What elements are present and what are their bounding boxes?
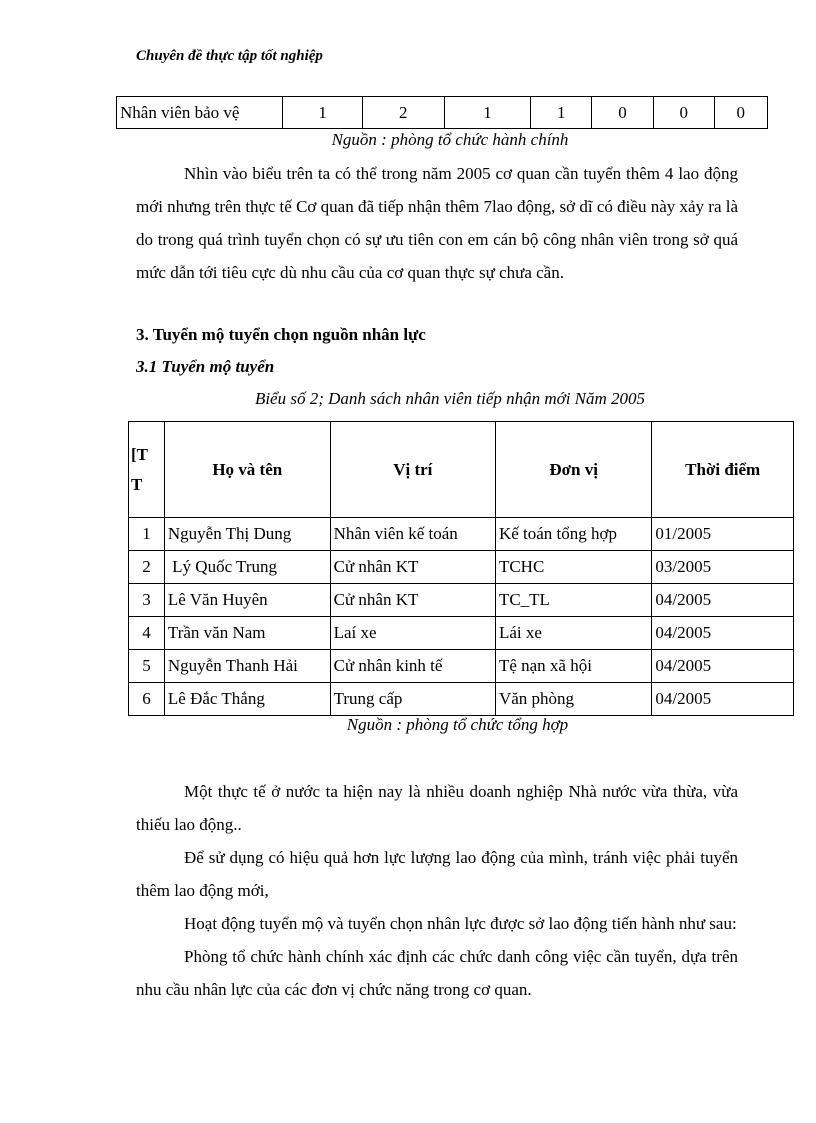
table-cell: 0 [592,97,654,129]
cell-name: Nguyễn Thị Dung [164,518,330,551]
paragraph-1 [136,157,738,289]
cell-name: Lý Quốc Trung [164,551,330,584]
col-header-position: Vị trí [330,422,495,518]
table-cell: 2 [362,97,444,129]
cell-position: Cử nhân kinh tế [330,650,495,683]
table-row [117,97,768,129]
paragraph-text: Phòng tổ chức hành chính xác định các chức danh công việc cần tuyển, dựa trên nhu cầu nhân lực của các đơn vị chức năng trong cơ quan. [136,947,738,999]
cell-unit: Kế toán tổng hợp [495,518,651,551]
cell-stt: 1 [129,518,165,551]
cell-unit: Lái xe [495,617,651,650]
cell-time: 01/2005 [652,518,794,551]
table-cell-label: Nhân viên bảo vệ [117,97,283,129]
section-heading-3: 3. Tuyển mộ tuyển chọn nguồn nhân lực [136,325,426,344]
staff-count-table [116,96,768,129]
cell-stt: 4 [129,617,165,650]
cell-name: Nguyễn Thanh Hải [164,650,330,683]
cell-stt: 2 [129,551,165,584]
table-row [129,551,794,584]
cell-position: Nhân viên kế toán [330,518,495,551]
col-header-stt [129,422,165,518]
paragraph-text: Hoạt động tuyển mộ và tuyển chọn nhân lực được sở lao động tiến hành như sau: [184,914,737,933]
table-row [129,584,794,617]
cell-time: 03/2005 [652,551,794,584]
table-cell: 1 [283,97,363,129]
paragraph-text: Để sử dụng có hiệu quả hơn lực lượng lao động của mình, tránh việc phải tuyển thêm lao động mới, [136,848,738,900]
cell-unit: Tệ nạn xã hội [495,650,651,683]
cell-unit: Văn phòng [495,683,651,716]
table-cell: 0 [653,97,714,129]
cell-position: Cử nhân KT [330,551,495,584]
cell-stt: 5 [129,650,165,683]
table-cell: 1 [531,97,592,129]
source-caption-1: Nguồn : phòng tổ chức hành chính [331,130,569,149]
table-row [129,650,794,683]
table-row [129,683,794,716]
cell-name: Lê Đắc Thắng [164,683,330,716]
paragraph-block-2 [136,775,738,1006]
col-header-unit: Đơn vị [495,422,651,518]
table-row [129,617,794,650]
cell-name: Lê Văn Huyên [164,584,330,617]
cell-position: Trung cấp [330,683,495,716]
cell-time: 04/2005 [652,584,794,617]
table2-caption: Biểu số 2; Danh sách nhân viên tiếp nhận mới Năm 2005 [254,389,646,408]
paragraph-text: Một thực tế ở nước ta hiện nay là nhiều doanh nghiệp Nhà nước vừa thừa, vừa thiếu lao động.. [136,782,738,834]
col-header-stt-a: [T [131,444,148,464]
cell-time: 04/2005 [652,650,794,683]
cell-stt: 6 [129,683,165,716]
cell-time: 04/2005 [652,617,794,650]
page-header-title: Chuyên đề thực tập tốt nghiệp [136,48,323,64]
new-staff-table [128,421,794,716]
cell-position: Laí xe [330,617,495,650]
cell-position: Cử nhân KT [330,584,495,617]
table-header-row [129,422,794,518]
section-heading-3-1: 3.1 Tuyển mộ tuyển [136,357,275,376]
source-caption-2: Nguồn : phòng tổ chức tổng hợp [346,715,569,734]
cell-name: Trần văn Nam [164,617,330,650]
paragraph-text: Nhìn vào biểu trên ta có thể trong năm 2005 cơ quan cần tuyển thêm 4 lao động mới nhưng trên thực tế Cơ quan đã tiếp nhận thêm 7lao động, sở dĩ có điều này xảy ra là do trong quá trình tuyển chọn có sự ưu tiên con em cán bộ công nhân viên trong sở quá mức dẫn tới tiêu cực dù nhu cầu của cơ quan thực sự chưa cần. [136,164,739,282]
table-cell: 1 [444,97,531,129]
cell-unit: TCHC [495,551,651,584]
table-row [129,518,794,551]
cell-time: 04/2005 [652,683,794,716]
col-header-stt-b: T [131,474,143,494]
cell-stt: 3 [129,584,165,617]
col-header-time: Thời điểm [652,422,794,518]
table-cell: 0 [714,97,767,129]
cell-unit: TC_TL [495,584,651,617]
col-header-name: Họ và tên [164,422,330,518]
